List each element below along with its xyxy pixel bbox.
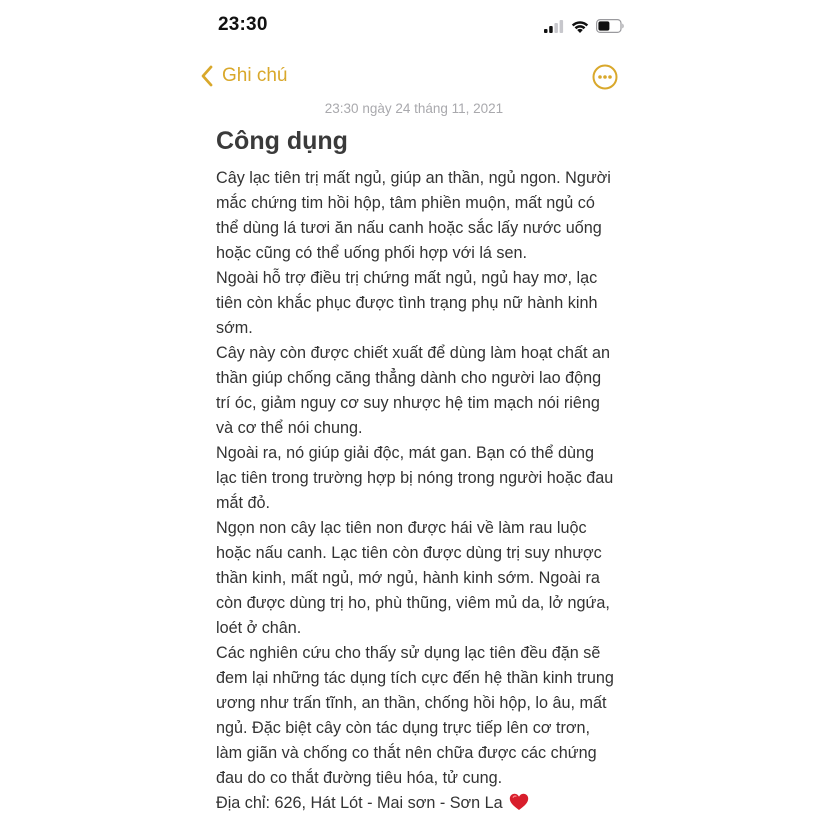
note-body[interactable] xyxy=(216,166,616,816)
nav-bar xyxy=(0,60,828,96)
status-time: 23:30 xyxy=(218,14,268,35)
cellular-signal-icon xyxy=(544,20,564,33)
note-line: thần giúp chống căng thẳng dành cho người lao động xyxy=(216,369,602,387)
note-line: mắc chứng tim hồi hộp, tâm phiền muộn, mất ngủ có xyxy=(216,194,595,212)
note-line: ngủ. Đặc biệt cây còn tác dụng trực tiếp lên cơ trơn, xyxy=(216,719,590,737)
ellipsis-circle-icon xyxy=(592,64,618,90)
status-icons xyxy=(544,19,625,33)
note-line: mắt đỏ. xyxy=(216,494,270,512)
note-line: Ngoài ra, nó giúp giải độc, mát gan. Bạn có thể dùng xyxy=(216,444,594,462)
note-line: tiên còn khắc phục được tình trạng phụ nữ hành kinh xyxy=(216,294,598,312)
note-line: Ngọn non cây lạc tiên non được hái về làm rau luộc xyxy=(216,519,587,537)
note-date: 23:30 ngày 24 tháng 11, 2021 xyxy=(324,101,504,116)
more-options-button[interactable] xyxy=(592,64,618,90)
note-line: Cây lạc tiên trị mất ngủ, giúp an thần, ngủ ngon. Người xyxy=(216,169,611,187)
status-bar xyxy=(0,0,828,56)
note-line: Các nghiên cứu cho thấy sử dụng lạc tiên đều đặn sẽ xyxy=(216,644,601,662)
note-line: hoặc nấu canh. Lạc tiên còn được dùng trị suy nhược xyxy=(216,544,602,562)
note-line: loét ở chân. xyxy=(216,619,302,637)
note-title[interactable]: Công dụng xyxy=(216,127,348,155)
red-heart-icon xyxy=(509,793,529,811)
note-line: và cơ thể nói chung. xyxy=(216,419,363,437)
note-line: sớm. xyxy=(216,319,253,337)
note-line: làm giãn và chống co thắt nên chữa được các chứng xyxy=(216,744,597,762)
note-line: hoặc cũng có thể uống phối hợp với lá sen. xyxy=(216,244,528,262)
note-line: trí óc, giảm nguy cơ suy nhược hệ tim mạch nói riêng xyxy=(216,394,600,412)
note-line: thần kinh, mất ngủ, mớ ngủ, hành kinh sớm. Ngoài ra xyxy=(216,569,600,587)
back-button[interactable] xyxy=(200,65,287,87)
note-line: đau do co thắt đường tiêu hóa, tử cung. xyxy=(216,769,503,787)
note-line: thể dùng lá tươi ăn nấu canh hoặc sắc lấy nước uống xyxy=(216,219,602,237)
note-line: còn được dùng trị ho, phù thũng, viêm mủ da, lở ngứa, xyxy=(216,594,610,612)
note-line: lạc tiên trong trường hợp bị nóng trong người hoặc đau xyxy=(216,469,614,487)
battery-icon xyxy=(596,19,625,33)
note-line: Cây này còn được chiết xuất để dùng làm hoạt chất an xyxy=(216,344,611,362)
note-line: Ngoài hỗ trợ điều trị chứng mất ngủ, ngủ hay mơ, lạc xyxy=(216,269,598,287)
address-text: Địa chỉ: 626, Hát Lót - Mai sơn - Sơn La xyxy=(216,794,503,812)
note-line: ương như trấn tĩnh, an thần, chống hồi hộp, lo âu, mất xyxy=(216,694,607,712)
back-label: Ghi chú xyxy=(222,65,288,86)
note-address-line xyxy=(216,791,616,816)
note-line: đem lại những tác dụng tích cực đến hệ thần kinh trung xyxy=(216,669,614,687)
chevron-left-icon xyxy=(200,65,214,87)
wifi-icon xyxy=(571,20,589,33)
